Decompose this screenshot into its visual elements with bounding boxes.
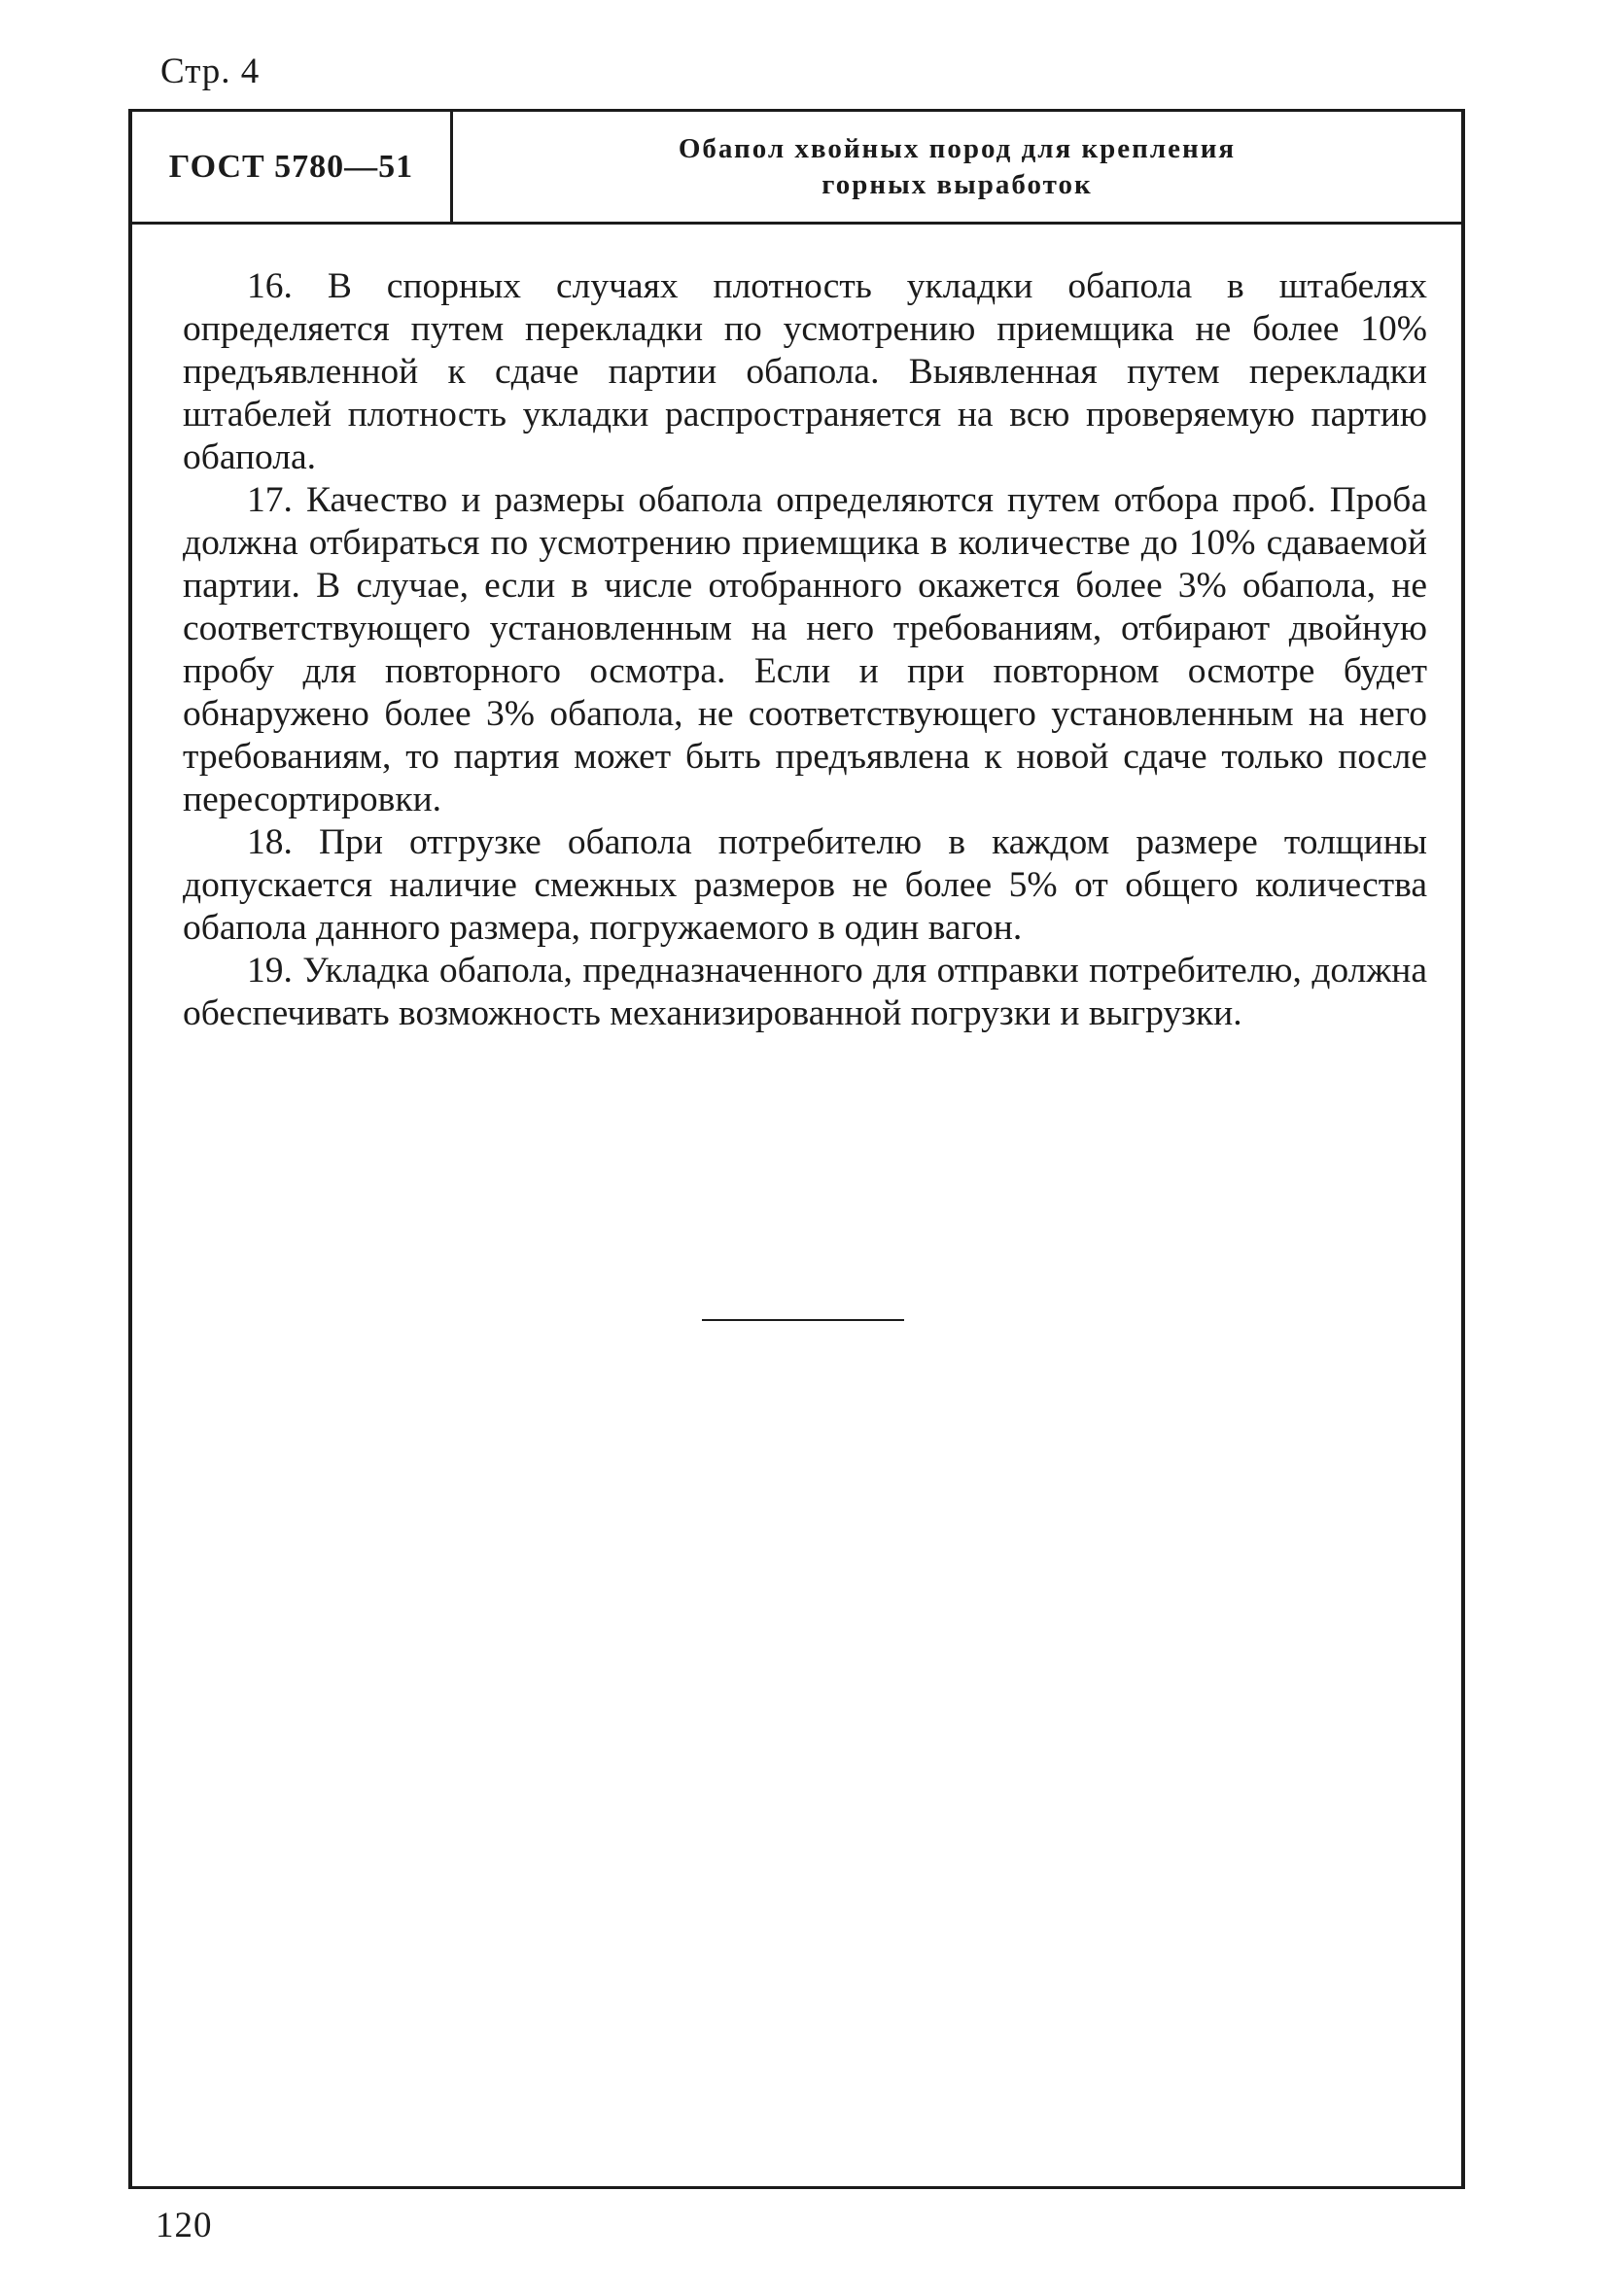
document-body [183,265,1427,1035]
standard-title-line-2: горных выработок [821,168,1093,200]
paragraph-16: 16. В спорных случаях плотность укладки обапола в штабелях определяется путем перекладки по усмотрению приемщика не более 10% предъявленной к сдаче партии обапола. Выявленная путем перекладки штабелей плотность укладки распространяется на всю проверяемую партию обапола. [183,266,1427,477]
paragraph-19: 19. Укладка обапола, предназначенного для отправки потребителю, должна обеспечивать возможность механизированной погрузки и выгрузки. [183,951,1427,1033]
document-header [132,112,1461,225]
paragraph-17: 17. Качество и размеры обапола определяются путем отбора проб. Проба должна отбираться по усмотрению приемщика в количестве до 10% сдаваемой партии. В случае, если в числе отобранного окажется более 3% обапола, не соответствующего установленным на него требованиям, отбирают двойную пробу для повторного осмотра. Если и при повторном осмотре будет обнаружено более 3% обапола, не соответствующего установленным на него требованиям, то партия может быть предъявлена к новой сдаче только после пересортировки. [183,480,1427,819]
page-frame [128,109,1465,2189]
standard-title [453,112,1461,222]
page-label: Стр. 4 [160,52,261,91]
paragraph-18: 18. При отгрузке обапола потребителю в каждом размере толщины допускается наличие смежных размеров не более 5% от общего количества обапола данного размера, погружаемого в один вагон. [183,822,1427,948]
standard-title-line-1: Обапол хвойных пород для крепления [678,133,1237,165]
page-number: 120 [156,2206,213,2245]
end-divider [702,1319,904,1321]
standard-code: ГОСТ 5780—51 [132,112,453,222]
